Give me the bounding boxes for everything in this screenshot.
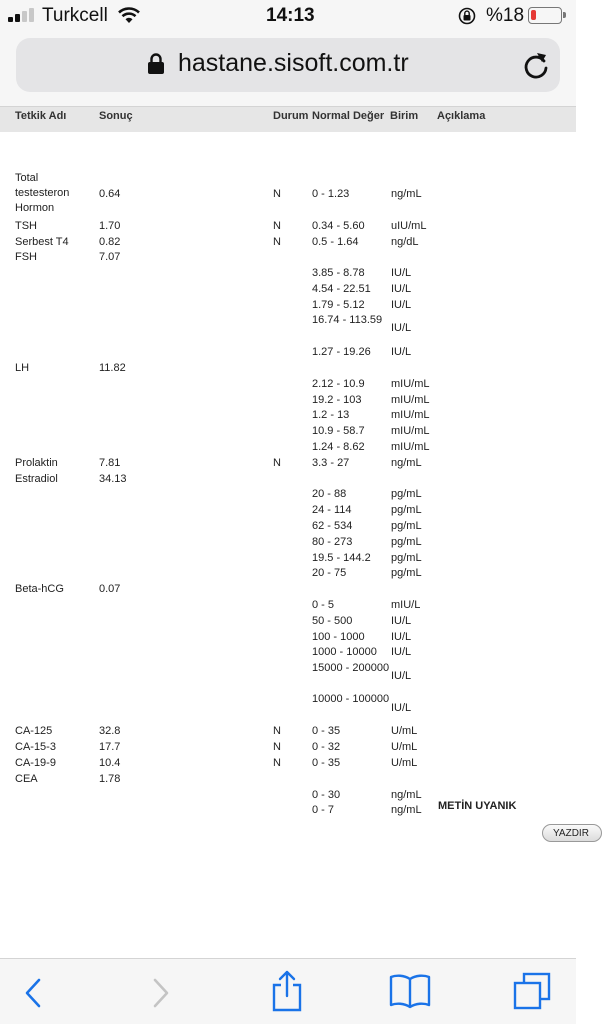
cell-unit: IU/L: [391, 346, 412, 359]
cell-normal-value: 0 - 30: [312, 788, 341, 801]
cell-normal-value: 100 - 1000: [312, 630, 365, 643]
cell-status: N: [273, 756, 281, 769]
table-row: [0, 440, 576, 456]
table-row: [0, 629, 576, 645]
table-row: [0, 345, 576, 361]
cell-unit: IU/L: [391, 646, 412, 659]
header-normal-value: Normal Değer: [312, 110, 385, 122]
cell-test-name: LH: [15, 361, 30, 374]
status-bar: [0, 0, 576, 32]
table-row: [0, 392, 576, 408]
cell-unit: mIU/mL: [391, 440, 430, 453]
cell-unit: IU/L: [391, 298, 412, 311]
cell-unit: IU/L: [391, 701, 412, 714]
cell-unit: U/mL: [391, 741, 418, 754]
cell-unit: mIU/mL: [391, 409, 430, 422]
cell-unit: ng/mL: [391, 456, 422, 469]
table-row: [0, 503, 576, 519]
cell-result: 7.81: [99, 456, 121, 469]
cell-normal-value: 50 - 500: [312, 614, 353, 627]
table-row: [0, 598, 576, 614]
cell-normal-value: 0 - 5: [312, 598, 335, 611]
table-row: [0, 740, 576, 756]
cell-unit: IU/L: [391, 322, 412, 335]
table-row: [0, 661, 576, 693]
cell-normal-value: 2.12 - 10.9: [312, 377, 365, 390]
cell-normal-value: 0.5 - 1.64: [312, 235, 359, 248]
cell-unit: ng/mL: [391, 804, 422, 817]
cell-status: N: [273, 235, 281, 248]
cell-unit: pg/mL: [391, 551, 422, 564]
cell-result: 17.7: [99, 741, 121, 754]
cell-normal-value: 80 - 273: [312, 535, 353, 548]
cell-status: N: [273, 741, 281, 754]
table-row: [0, 455, 576, 471]
cell-normal-value: 0 - 35: [312, 756, 341, 769]
signal-strength-icon: [8, 8, 38, 22]
cell-test-name: CA-125: [15, 725, 53, 738]
header-description: Açıklama: [437, 110, 486, 122]
cell-test-name: FSH: [15, 251, 37, 264]
signer-name: METİN UYANIK: [438, 800, 517, 812]
battery-percent: %18: [486, 5, 525, 26]
table-row: [0, 376, 576, 392]
cell-normal-value: 0 - 32: [312, 741, 341, 754]
cell-status: N: [273, 456, 281, 469]
cell-result: 0.64: [99, 188, 121, 201]
cell-normal-value: 1.2 - 13: [312, 409, 350, 422]
cell-result: 1.70: [99, 219, 121, 232]
table-row: [0, 408, 576, 424]
cell-test-name: CA-15-3: [15, 741, 56, 754]
rotation-lock-icon: [458, 7, 476, 25]
cell-normal-value: 10.9 - 58.7: [312, 425, 365, 438]
table-row: [0, 519, 576, 535]
cell-unit: pg/mL: [391, 519, 422, 532]
cell-unit: ng/mL: [391, 188, 422, 201]
cell-unit: IU/L: [391, 267, 412, 280]
cell-test-name: Total testesteron Hormon: [15, 172, 70, 214]
table-row: [0, 218, 576, 234]
back-icon[interactable]: [22, 977, 44, 1009]
tabs-icon[interactable]: [512, 971, 552, 1011]
cell-normal-value: 19.5 - 144.2: [312, 551, 371, 564]
table-header: [0, 107, 576, 132]
cell-result: 32.8: [99, 725, 121, 738]
cell-test-name: CA-19-9: [15, 756, 56, 769]
cell-test-name: CEA: [15, 772, 38, 785]
cell-unit: pg/mL: [391, 488, 422, 501]
cell-result: 11.82: [99, 361, 126, 374]
table-row: [0, 613, 576, 629]
cell-normal-value: 0.34 - 5.60: [312, 219, 365, 232]
print-button[interactable]: YAZDIR: [542, 824, 602, 842]
table-row: [0, 756, 576, 772]
table-row: [0, 234, 576, 250]
cell-normal-value: 1.24 - 8.62: [312, 440, 365, 453]
cell-test-name: TSH: [15, 219, 37, 232]
cell-unit: IU/L: [391, 670, 412, 683]
share-icon[interactable]: [270, 969, 304, 1013]
cell-normal-value: 1.79 - 5.12: [312, 298, 365, 311]
cell-unit: pg/mL: [391, 535, 422, 548]
cell-unit: mIU/L: [391, 598, 421, 611]
cell-unit: mIU/mL: [391, 425, 430, 438]
cell-result: 0.82: [99, 235, 121, 248]
cell-unit: U/mL: [391, 725, 418, 738]
cell-normal-value: 10000 - 100000: [312, 693, 390, 706]
table-row: [0, 250, 576, 266]
table-row: [0, 771, 576, 787]
header-test-name: Tetkik Adı: [15, 110, 67, 122]
cell-normal-value: 0 - 1.23: [312, 188, 350, 201]
cell-result: 34.13: [99, 472, 127, 485]
cell-unit: IU/L: [391, 614, 412, 627]
cell-result: 0.07: [99, 583, 121, 596]
wifi-icon: [117, 6, 141, 24]
cell-unit: IU/L: [391, 630, 412, 643]
cell-normal-value: 15000 - 200000: [312, 661, 390, 674]
header-unit: Birim: [390, 110, 419, 122]
cell-normal-value: 1.27 - 19.26: [312, 346, 371, 359]
url-text[interactable]: hastane.sisoft.com.tr: [178, 49, 409, 77]
cell-unit: U/mL: [391, 756, 418, 769]
table-row: [0, 361, 576, 377]
table-row: [0, 550, 576, 566]
cell-normal-value: 16.74 - 113.59: [312, 314, 383, 327]
lock-icon: [147, 53, 165, 75]
table-row: [0, 566, 576, 582]
cell-result: 10.4: [99, 756, 121, 769]
table-row: [0, 171, 576, 218]
table-row: [0, 297, 576, 313]
table-row: [0, 487, 576, 503]
table-row: [0, 645, 576, 661]
table-row: [0, 282, 576, 298]
cell-test-name: Serbest T4: [15, 235, 69, 248]
table-row: [0, 692, 576, 724]
cell-normal-value: 24 - 114: [312, 504, 352, 517]
cell-test-name: Beta-hCG: [15, 583, 64, 596]
table-row: [0, 471, 576, 487]
header-result: Sonuç: [99, 110, 133, 122]
cell-normal-value: 1000 - 10000: [312, 646, 377, 659]
cell-unit: mIU/mL: [391, 393, 430, 406]
table-row: [0, 313, 576, 345]
cell-status: N: [273, 219, 281, 232]
cell-result: 1.78: [99, 772, 121, 785]
cell-test-name: Estradiol: [15, 472, 58, 485]
table-row: [0, 424, 576, 440]
cell-normal-value: 3.3 - 27: [312, 456, 350, 469]
cell-test-name: Prolaktin: [15, 456, 58, 469]
cell-unit: uIU/mL: [391, 219, 427, 232]
header-status: Durum: [273, 110, 309, 122]
cell-normal-value: 62 - 534: [312, 519, 353, 532]
cell-normal-value: 19.2 - 103: [312, 393, 362, 406]
cell-normal-value: 0 - 35: [312, 725, 341, 738]
cell-unit: ng/mL: [391, 788, 422, 801]
bottom-toolbar: [0, 958, 576, 1024]
cell-unit: IU/L: [391, 282, 412, 295]
cell-normal-value: 4.54 - 22.51: [312, 282, 371, 295]
cell-status: N: [273, 188, 281, 201]
cell-normal-value: 3.85 - 8.78: [312, 267, 365, 280]
table-row: [0, 266, 576, 282]
reload-icon[interactable]: [522, 50, 550, 80]
table-row: [0, 582, 576, 598]
forward-icon[interactable]: [150, 977, 172, 1009]
cell-normal-value: 20 - 75: [312, 567, 347, 580]
table-row: [0, 534, 576, 550]
cell-normal-value: 0 - 7: [312, 804, 335, 817]
cell-unit: mIU/mL: [391, 377, 430, 390]
cell-normal-value: 20 - 88: [312, 488, 347, 501]
cell-unit: ng/dL: [391, 235, 419, 248]
carrier-name: Turkcell: [42, 5, 108, 26]
bookmarks-icon[interactable]: [388, 973, 432, 1009]
clock: 14:13: [266, 5, 315, 26]
cell-result: 7.07: [99, 251, 121, 264]
cell-unit: pg/mL: [391, 567, 422, 580]
cell-unit: pg/mL: [391, 504, 422, 517]
cell-status: N: [273, 725, 281, 738]
table-row: [0, 724, 576, 740]
battery-icon: [528, 7, 562, 24]
